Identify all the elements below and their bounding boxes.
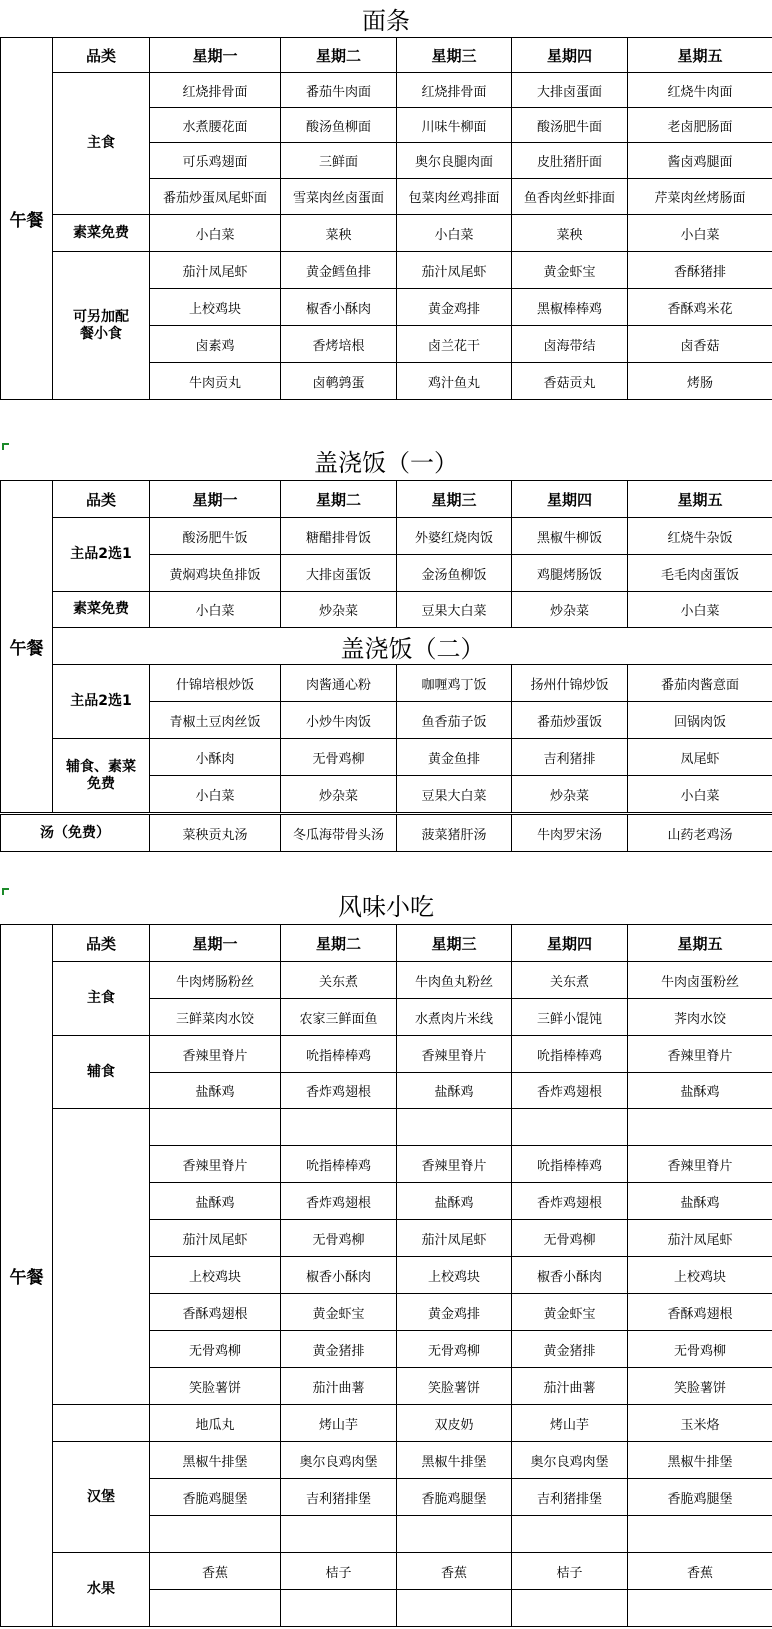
menu-cell — [150, 1590, 281, 1627]
menu-cell: 黑椒牛排堡 — [628, 1442, 772, 1479]
header-wednesday: 星期三 — [397, 38, 512, 73]
category-label: 水果 — [53, 1553, 150, 1627]
rice-section-title-2: 盖浇饭（二） — [53, 628, 772, 665]
menu-cell: 茄汁凤尾虾 — [150, 1220, 281, 1257]
menu-cell: 炒杂菜 — [281, 592, 397, 628]
header-monday: 星期一 — [150, 481, 281, 518]
menu-cell: 黄焖鸡块鱼排饭 — [150, 555, 281, 592]
menu-cell: 酸汤肥牛面 — [512, 108, 628, 143]
header-tuesday: 星期二 — [281, 925, 397, 962]
menu-cell: 黄金虾宝 — [512, 252, 628, 289]
menu-cell: 三鲜小馄饨 — [512, 999, 628, 1036]
menu-cell: 香酥猪排 — [628, 252, 772, 289]
menu-cell: 黑椒牛排堡 — [150, 1442, 281, 1479]
menu-cell: 小白菜 — [628, 215, 772, 252]
menu-cell: 吉利猪排 — [512, 739, 628, 776]
menu-cell: 桔子 — [281, 1553, 397, 1590]
menu-cell — [150, 1516, 281, 1553]
header-category: 品类 — [53, 925, 150, 962]
menu-cell: 酸汤肥牛饭 — [150, 518, 281, 555]
noodle-menu-table — [0, 37, 772, 400]
menu-cell: 芹菜肉丝烤肠面 — [628, 179, 772, 215]
menu-cell — [512, 1590, 628, 1627]
category-label: 素菜免费 — [53, 215, 150, 252]
menu-cell: 奥尔良鸡肉堡 — [281, 1442, 397, 1479]
menu-cell: 吉利猪排堡 — [512, 1479, 628, 1516]
menu-cell: 吮指棒棒鸡 — [512, 1146, 628, 1183]
menu-cell: 烤山芋 — [281, 1405, 397, 1442]
menu-cell: 川味牛柳面 — [397, 108, 512, 143]
menu-cell: 黄金鳕鱼排 — [281, 252, 397, 289]
menu-cell: 卤素鸡 — [150, 326, 281, 363]
menu-cell: 冬瓜海带骨头汤 — [281, 815, 397, 852]
menu-cell: 黄金鱼排 — [397, 739, 512, 776]
menu-cell: 卤鹌鹑蛋 — [281, 363, 397, 400]
menu-cell: 香辣里脊片 — [628, 1146, 772, 1183]
menu-cell: 茄汁凤尾虾 — [150, 252, 281, 289]
soup-label: 汤（免费） — [1, 815, 150, 852]
header-monday: 星期一 — [150, 925, 281, 962]
menu-cell: 青椒土豆肉丝饭 — [150, 702, 281, 739]
menu-cell: 无骨鸡柳 — [397, 1331, 512, 1368]
menu-cell: 香脆鸡腿堡 — [150, 1479, 281, 1516]
menu-cell: 上校鸡块 — [150, 1257, 281, 1294]
menu-cell: 黄金猪排 — [281, 1331, 397, 1368]
menu-cell: 红烧排骨面 — [150, 73, 281, 108]
category-label-empty — [53, 1405, 150, 1442]
header-thursday: 星期四 — [512, 38, 628, 73]
menu-cell: 山药老鸡汤 — [628, 815, 772, 852]
menu-cell: 牛肉卤蛋粉丝 — [628, 962, 772, 999]
menu-cell: 凤尾虾 — [628, 739, 772, 776]
menu-cell: 小白菜 — [628, 592, 772, 628]
menu-cell: 鸡汁鱼丸 — [397, 363, 512, 400]
menu-cell: 双皮奶 — [397, 1405, 512, 1442]
rice-menu-table — [0, 480, 772, 813]
header-wednesday: 星期三 — [397, 481, 512, 518]
menu-cell: 椒香小酥肉 — [512, 1257, 628, 1294]
menu-cell: 番茄炒蛋凤尾虾面 — [150, 179, 281, 215]
menu-cell: 盐酥鸡 — [397, 1073, 512, 1109]
menu-cell: 香酥鸡翅根 — [150, 1294, 281, 1331]
menu-cell: 盐酥鸡 — [150, 1073, 281, 1109]
menu-cell: 香辣里脊片 — [150, 1036, 281, 1073]
meal-label: 午餐 — [1, 925, 53, 1627]
menu-cell: 鱼香茄子饭 — [397, 702, 512, 739]
menu-cell: 香辣里脊片 — [397, 1036, 512, 1073]
menu-cell: 什锦培根炒饭 — [150, 665, 281, 702]
menu-cell: 黄金虾宝 — [512, 1294, 628, 1331]
menu-cell: 吮指棒棒鸡 — [512, 1036, 628, 1073]
menu-cell: 无骨鸡柳 — [628, 1331, 772, 1368]
menu-cell: 茄汁曲薯 — [281, 1368, 397, 1405]
menu-cell: 香辣里脊片 — [397, 1146, 512, 1183]
menu-cell — [150, 1109, 281, 1146]
menu-cell — [628, 1590, 772, 1627]
menu-cell: 香蕉 — [150, 1553, 281, 1590]
menu-cell: 关东煮 — [281, 962, 397, 999]
menu-cell: 香辣里脊片 — [150, 1146, 281, 1183]
noodle-section-title: 面条 — [362, 7, 410, 35]
menu-cell: 小白菜 — [150, 776, 281, 813]
menu-cell: 香酥鸡米花 — [628, 289, 772, 326]
menu-cell: 奥尔良腿肉面 — [397, 143, 512, 179]
menu-cell: 番茄炒蛋饭 — [512, 702, 628, 739]
menu-cell: 无骨鸡柳 — [512, 1220, 628, 1257]
menu-cell: 烤肠 — [628, 363, 772, 400]
menu-cell: 小酥肉 — [150, 739, 281, 776]
menu-cell: 无骨鸡柳 — [281, 739, 397, 776]
menu-cell: 包菜肉丝鸡排面 — [397, 179, 512, 215]
menu-cell: 黑椒牛柳饭 — [512, 518, 628, 555]
menu-cell: 炒杂菜 — [281, 776, 397, 813]
category-label: 辅食、素菜免费 — [53, 739, 150, 813]
menu-cell: 菜秧 — [281, 215, 397, 252]
menu-cell: 黄金鸡排 — [397, 1294, 512, 1331]
menu-cell: 吮指棒棒鸡 — [281, 1036, 397, 1073]
menu-cell: 豆果大白菜 — [397, 592, 512, 628]
menu-cell: 金汤鱼柳饭 — [397, 555, 512, 592]
menu-cell: 外婆红烧肉饭 — [397, 518, 512, 555]
menu-cell: 番茄肉酱意面 — [628, 665, 772, 702]
menu-cell: 黑椒棒棒鸡 — [512, 289, 628, 326]
category-label: 辅食 — [53, 1036, 150, 1109]
menu-cell: 牛肉鱼丸粉丝 — [397, 962, 512, 999]
rice-section-title-1: 盖浇饭（一） — [314, 449, 458, 477]
menu-cell: 盐酥鸡 — [397, 1183, 512, 1220]
meal-label: 午餐 — [1, 481, 53, 813]
header-tuesday: 星期二 — [281, 481, 397, 518]
category-label: 素菜免费 — [53, 592, 150, 628]
menu-cell: 上校鸡块 — [150, 289, 281, 326]
menu-cell: 吮指棒棒鸡 — [281, 1146, 397, 1183]
header-tuesday: 星期二 — [281, 38, 397, 73]
menu-cell: 香炸鸡翅根 — [281, 1183, 397, 1220]
menu-cell — [281, 1109, 397, 1146]
menu-cell: 水煮腰花面 — [150, 108, 281, 143]
menu-cell: 香炸鸡翅根 — [281, 1073, 397, 1109]
snack-section-title: 风味小吃 — [338, 893, 434, 921]
category-label: 主品2选1 — [53, 665, 150, 739]
header-friday: 星期五 — [628, 38, 772, 73]
menu-cell: 荠肉水饺 — [628, 999, 772, 1036]
menu-cell: 香辣里脊片 — [628, 1036, 772, 1073]
menu-cell: 鱼香肉丝虾排面 — [512, 179, 628, 215]
menu-cell: 老卤肥肠面 — [628, 108, 772, 143]
header-category: 品类 — [53, 38, 150, 73]
menu-cell: 红烧牛肉面 — [628, 73, 772, 108]
menu-cell — [397, 1516, 512, 1553]
menu-cell: 菜秧 — [512, 215, 628, 252]
menu-cell: 炒杂菜 — [512, 776, 628, 813]
menu-cell: 香蕉 — [628, 1553, 772, 1590]
header-category: 品类 — [53, 481, 150, 518]
menu-cell: 上校鸡块 — [628, 1257, 772, 1294]
menu-cell: 黄金虾宝 — [281, 1294, 397, 1331]
header-monday: 星期一 — [150, 38, 281, 73]
menu-cell: 扬州什锦炒饭 — [512, 665, 628, 702]
menu-cell: 红烧排骨面 — [397, 73, 512, 108]
header-thursday: 星期四 — [512, 925, 628, 962]
menu-cell: 香炸鸡翅根 — [512, 1073, 628, 1109]
menu-cell: 咖喱鸡丁饭 — [397, 665, 512, 702]
menu-cell: 大排卤蛋饭 — [281, 555, 397, 592]
snack-menu-table — [0, 924, 772, 1627]
category-label-empty — [53, 1109, 150, 1405]
menu-cell: 水煮肉片米线 — [397, 999, 512, 1036]
menu-cell: 牛肉烤肠粉丝 — [150, 962, 281, 999]
menu-cell: 鸡腿烤肠饭 — [512, 555, 628, 592]
menu-cell: 盐酥鸡 — [628, 1073, 772, 1109]
menu-cell — [512, 1516, 628, 1553]
header-friday: 星期五 — [628, 481, 772, 518]
rice-soup-table — [0, 814, 772, 852]
menu-cell — [512, 1109, 628, 1146]
menu-cell: 雪菜肉丝卤蛋面 — [281, 179, 397, 215]
menu-cell: 香烤培根 — [281, 326, 397, 363]
menu-cell: 酱卤鸡腿面 — [628, 143, 772, 179]
menu-cell: 小白菜 — [628, 776, 772, 813]
category-label: 汉堡 — [53, 1442, 150, 1553]
menu-cell: 地瓜丸 — [150, 1405, 281, 1442]
category-label: 主食 — [53, 962, 150, 1036]
menu-cell: 小炒牛肉饭 — [281, 702, 397, 739]
menu-cell: 盐酥鸡 — [150, 1183, 281, 1220]
menu-cell: 三鲜面 — [281, 143, 397, 179]
menu-cell: 毛毛肉卤蛋饭 — [628, 555, 772, 592]
menu-cell: 黄金鸡排 — [397, 289, 512, 326]
menu-cell: 茄汁凤尾虾 — [397, 1220, 512, 1257]
category-label: 主品2选1 — [53, 518, 150, 592]
menu-cell: 盐酥鸡 — [628, 1183, 772, 1220]
menu-cell: 红烧牛杂饭 — [628, 518, 772, 555]
menu-cell — [397, 1109, 512, 1146]
menu-cell: 农家三鲜面鱼 — [281, 999, 397, 1036]
menu-cell: 肉酱通心粉 — [281, 665, 397, 702]
menu-cell: 酸汤鱼柳面 — [281, 108, 397, 143]
menu-cell: 香菇贡丸 — [512, 363, 628, 400]
menu-cell: 笑脸薯饼 — [397, 1368, 512, 1405]
menu-cell: 香蕉 — [397, 1553, 512, 1590]
menu-cell: 香酥鸡翅根 — [628, 1294, 772, 1331]
header-friday: 星期五 — [628, 925, 772, 962]
menu-cell: 香脆鸡腿堡 — [628, 1479, 772, 1516]
menu-cell: 小白菜 — [397, 215, 512, 252]
menu-cell: 香炸鸡翅根 — [512, 1183, 628, 1220]
menu-cell: 玉米烙 — [628, 1405, 772, 1442]
menu-cell — [281, 1590, 397, 1627]
menu-cell: 菠菜猪肝汤 — [397, 815, 512, 852]
header-thursday: 星期四 — [512, 481, 628, 518]
menu-cell: 卤海带结 — [512, 326, 628, 363]
menu-cell: 菜秧贡丸汤 — [150, 815, 281, 852]
menu-cell: 可乐鸡翅面 — [150, 143, 281, 179]
menu-cell: 茄汁曲薯 — [512, 1368, 628, 1405]
menu-cell: 茄汁凤尾虾 — [397, 252, 512, 289]
menu-cell — [628, 1516, 772, 1553]
menu-cell: 茄汁凤尾虾 — [628, 1220, 772, 1257]
menu-cell: 奥尔良鸡肉堡 — [512, 1442, 628, 1479]
menu-cell: 椒香小酥肉 — [281, 289, 397, 326]
menu-cell: 无骨鸡柳 — [281, 1220, 397, 1257]
menu-cell: 吉利猪排堡 — [281, 1479, 397, 1516]
menu-cell — [281, 1516, 397, 1553]
menu-cell: 黑椒牛排堡 — [397, 1442, 512, 1479]
menu-cell: 牛肉罗宋汤 — [512, 815, 628, 852]
category-label: 可另加配餐小食 — [53, 252, 150, 400]
menu-cell: 炒杂菜 — [512, 592, 628, 628]
menu-cell: 笑脸薯饼 — [628, 1368, 772, 1405]
category-label: 主食 — [53, 73, 150, 215]
menu-cell: 小白菜 — [150, 215, 281, 252]
menu-cell: 三鲜菜肉水饺 — [150, 999, 281, 1036]
meal-label: 午餐 — [1, 38, 53, 400]
menu-cell: 黄金猪排 — [512, 1331, 628, 1368]
menu-cell: 卤香菇 — [628, 326, 772, 363]
menu-cell: 无骨鸡柳 — [150, 1331, 281, 1368]
menu-cell: 笑脸薯饼 — [150, 1368, 281, 1405]
menu-cell: 小白菜 — [150, 592, 281, 628]
menu-cell: 大排卤蛋面 — [512, 73, 628, 108]
header-wednesday: 星期三 — [397, 925, 512, 962]
menu-cell: 关东煮 — [512, 962, 628, 999]
menu-cell: 皮肚猪肝面 — [512, 143, 628, 179]
menu-cell — [628, 1109, 772, 1146]
menu-cell: 番茄牛肉面 — [281, 73, 397, 108]
menu-cell: 牛肉贡丸 — [150, 363, 281, 400]
menu-cell: 桔子 — [512, 1553, 628, 1590]
menu-cell: 上校鸡块 — [397, 1257, 512, 1294]
menu-cell: 糖醋排骨饭 — [281, 518, 397, 555]
menu-cell: 豆果大白菜 — [397, 776, 512, 813]
menu-cell: 香脆鸡腿堡 — [397, 1479, 512, 1516]
menu-cell: 卤兰花干 — [397, 326, 512, 363]
menu-cell: 回锅肉饭 — [628, 702, 772, 739]
menu-cell — [397, 1590, 512, 1627]
menu-cell: 椒香小酥肉 — [281, 1257, 397, 1294]
menu-cell: 烤山芋 — [512, 1405, 628, 1442]
